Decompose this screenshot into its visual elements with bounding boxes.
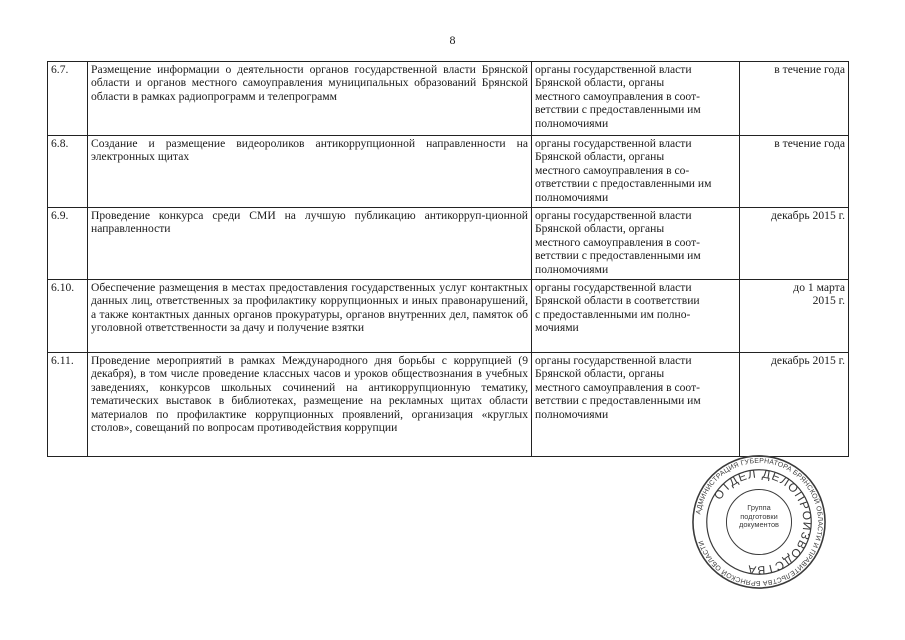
row-number: 6.7. — [48, 62, 88, 136]
stamp-department-text: ОТДЕЛ ДЕЛОПРОИЗВОДСТВА — [710, 466, 815, 578]
row-responsible: органы государственной власти Брянской области в соответствии с предоставленными им полно- мочиями — [532, 280, 740, 353]
row-term: декабрь 2015 г. — [740, 208, 849, 280]
stamp-center-text: Группа подготовки документов — [739, 504, 779, 529]
stamp-outer-text: АДМИНИСТРАЦИЯ ГУБЕРНАТОРА БРЯНСКОЙ ОБЛАСТИ И ПРАВИТЕЛЬСТВА БРЯНСКОЙ ОБЛАСТИ — [695, 457, 824, 587]
table-row — [48, 208, 849, 280]
page-number: 8 — [449, 33, 456, 47]
row-action: Проведение мероприятий в рамках Международного дня борьбы с коррупцией (9 декабря), в том числе проведение классных часов и уроков обществознания в учебных заведениях, конкурсов школьных сочинений на антикоррупционную тематику, тематических выставок в библиотеках, размещение на рекламных щитах области материалов по профилактике коррупционных проявлений, организация «круглых столов», совещаний по вопросам противодействия коррупции — [88, 353, 532, 457]
row-responsible: органы государственной власти Брянской области, органы местного самоуправления в соот- ветствии с предоставленными им полномочиями — [532, 62, 740, 136]
row-action: Обеспечение размещения в местах предоставления государственных услуг контактных данных лиц, ответственных за профилактику коррупционных и иных правонарушений, а также контактных данных органов прокуратуры, органов внутренних дел, памяток об уголовной ответственности за дачу и получение взятки — [88, 280, 532, 353]
table-row — [48, 136, 849, 208]
row-responsible: органы государственной власти Брянской области, органы местного самоуправления в со- ответствии с предоставленными им полномочиями — [532, 136, 740, 208]
official-stamp-icon — [690, 453, 828, 591]
row-number: 6.11. — [48, 353, 88, 457]
row-action: Размещение информации о деятельности органов государственной власти Брянской области и органов местного самоуправления муниципальных образований Брянской области в рамках радиопрограмм и телепрограмм — [88, 62, 532, 136]
row-number: 6.8. — [48, 136, 88, 208]
row-term: в течение года — [740, 62, 849, 136]
row-action: Проведение конкурса среди СМИ на лучшую публикацию антикорруп-ционной направленности — [88, 208, 532, 280]
table-row — [48, 62, 849, 136]
row-action: Создание и размещение видеороликов антикоррупционной направленности на электронных щитах — [88, 136, 532, 208]
row-term: до 1 марта 2015 г. — [740, 280, 849, 353]
row-number: 6.9. — [48, 208, 88, 280]
row-number: 6.10. — [48, 280, 88, 353]
row-responsible: органы государственной власти Брянской области, органы местного самоуправления в соот- ветствии с предоставленными им полномочиями — [532, 353, 740, 457]
plan-table — [47, 61, 849, 457]
table-row — [48, 353, 849, 457]
table-row — [48, 280, 849, 353]
row-responsible: органы государственной власти Брянской области, органы местного самоуправления в соот- ветствии с предоставленными им полномочиями — [532, 208, 740, 280]
row-term: в течение года — [740, 136, 849, 208]
row-term: декабрь 2015 г. — [740, 353, 849, 457]
